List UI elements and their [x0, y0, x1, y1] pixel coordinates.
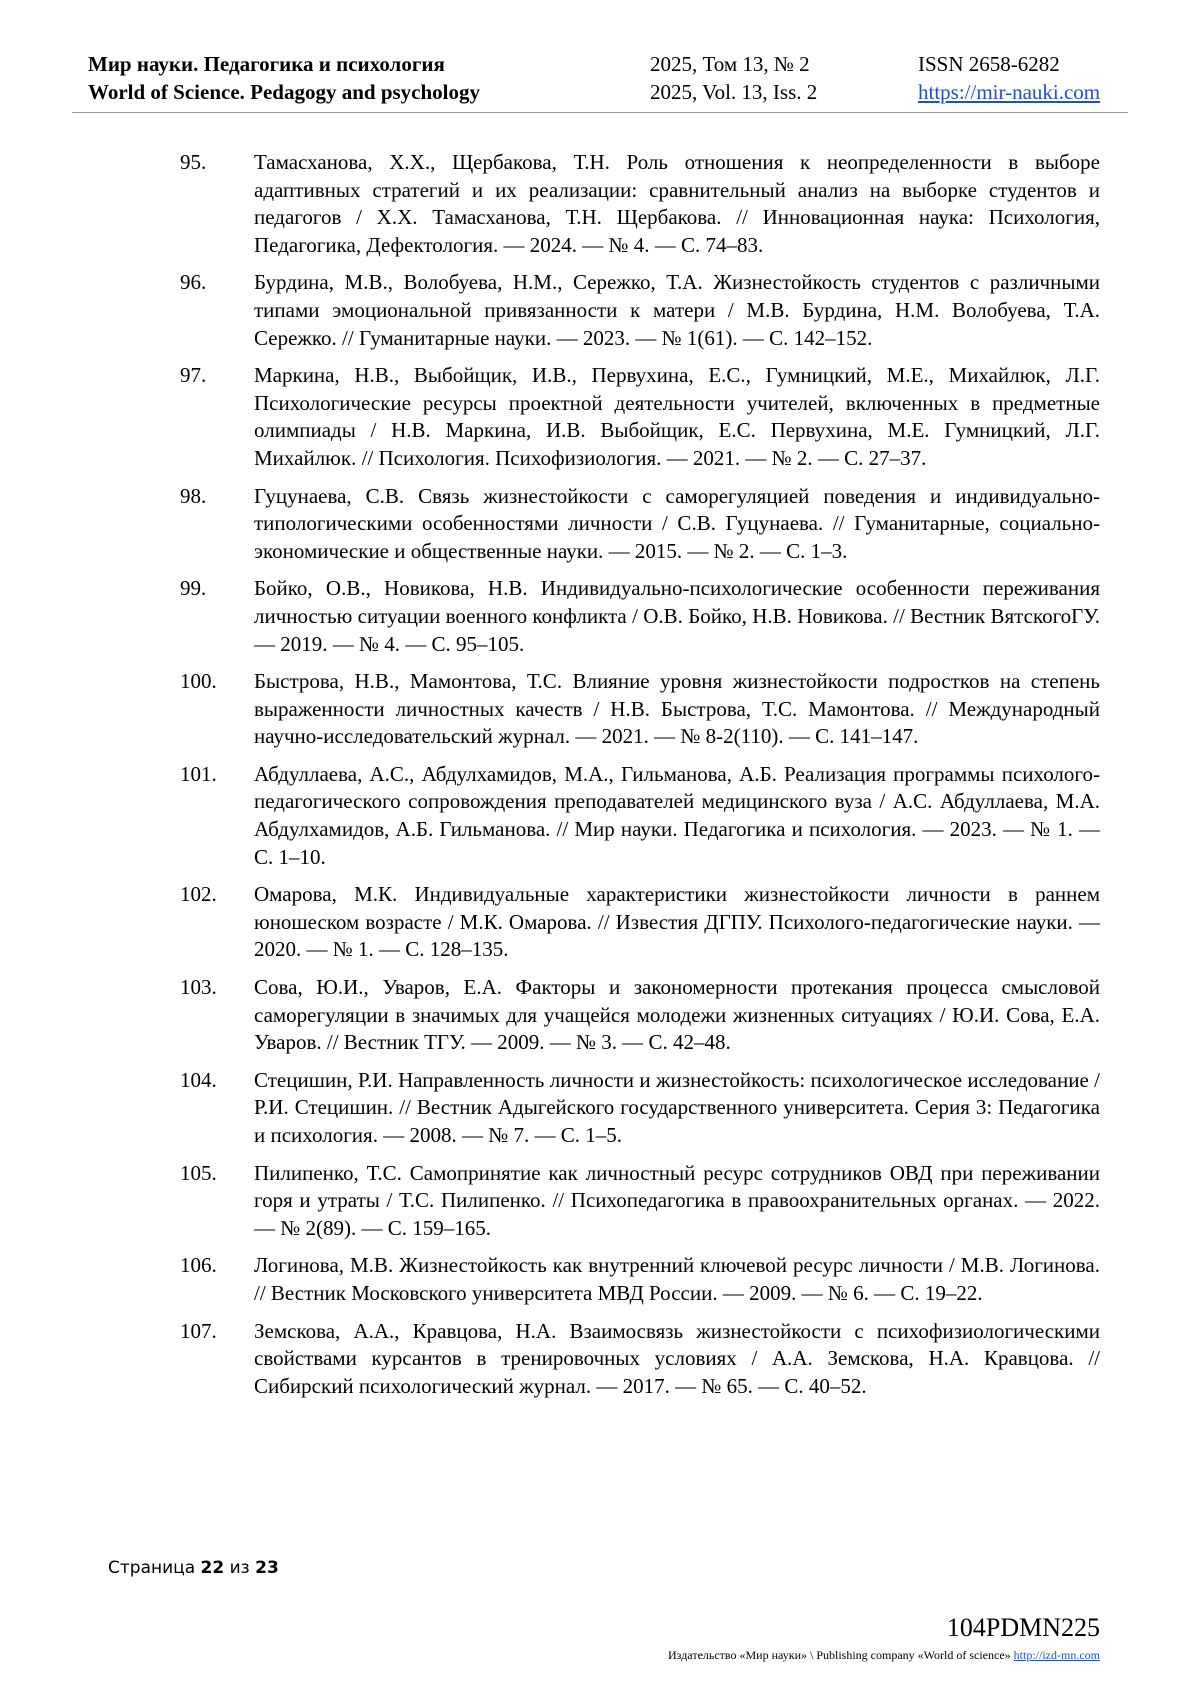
reference-item [180, 974, 1100, 1057]
reference-text: Бурдина, М.В., Волобуева, Н.М., Сережко, Т.А. Жизнестойкость студентов с различными типами эмоциональной привязанности к матери / М.В. Бурдина, Н.М. Волобуева, Т.А. Сережко. // Гуманитарные науки. — 2023. — № 1(61). — С. 142–152. [254, 270, 1100, 350]
reference-number: 106. [180, 1253, 217, 1278]
reference-item [180, 1160, 1100, 1243]
reference-item [180, 483, 1100, 566]
journal-title-en: World of Science. Pedagogy and psychology [88, 80, 481, 104]
header-row-en [88, 78, 1118, 106]
header-divider [72, 112, 1128, 113]
reference-number: 100. [180, 669, 217, 694]
reference-item [180, 668, 1100, 751]
reference-text: Пилипенко, Т.С. Самопринятие как личностный ресурс сотрудников ОВД при переживании горя и утраты / Т.С. Пилипенко. // Психопедагогика в правоохранительных органах. — 2022. — № 2(89). — С. 159–165. [254, 1160, 1100, 1240]
reference-item [180, 149, 1100, 259]
reference-number: 104. [180, 1067, 217, 1092]
reference-text: Бойко, О.В., Новикова, Н.В. Индивидуально-психологические особенности переживания личностью ситуации военного конфликта / О.В. Бойко, Н.В. Новикова. // Вестник ВятскогоГУ. — 2019. — № 4. — С. 95–105. [254, 576, 1100, 656]
reference-text: Маркина, Н.В., Выбойщик, И.В., Первухина, Е.С., Гумницкий, М.Е., Михайлюк, Л.Г. Психологические ресурсы проектной деятельности учителей, включенных в предметные олимпиады / Н.В. Маркина, И.В. Выбойщик, Е.С. Первухина, М.Е. Гумницкий, Л.Г. Михайлюк. // Психология. Психофизиология. — 2021. — № 2. — С. 27–37. [254, 363, 1100, 470]
reference-text: Абдуллаева, А.С., Абдулхамидов, М.А., Гильманова, А.Б. Реализация программы психолого-педагогического сопровождения преподавателей медицинского вуза / А.С. Абдуллаева, М.А. Абдулхамидов, А.Б. Гильманова. // Мир науки. Педагогика и психология. — 2023. — № 1. — С. 1–10. [254, 761, 1100, 869]
reference-text: Сова, Ю.И., Уваров, Е.А. Факторы и закономерности протекания процесса смысловой саморегуляции в значимых для учащейся молодежи жизненных ситуациях / Ю.И. Сова, Е.А. Уваров. // Вестник ТГУ. — 2009. — № 3. — С. 42–48. [254, 975, 1100, 1055]
issue-info-ru: 2025, Том 13, № 2 [650, 52, 810, 76]
reference-item [180, 1252, 1100, 1307]
publisher-line [668, 1648, 1100, 1663]
page-of: из [229, 1558, 250, 1578]
reference-number: 101. [180, 761, 217, 786]
reference-text: Земскова, А.А., Кравцова, Н.А. Взаимосвязь жизнестойкости с психофизиологическими свойствами курсантов в тренировочных условиях / А.А. Земскова, Н.А. Кравцова. // Сибирский психологический журнал. — 2017. — № 65. — С. 40–52. [254, 1318, 1100, 1398]
reference-text: Гуцунаева, С.В. Связь жизнестойкости с саморегуляцией поведения и индивидуально-типологическими особенностями личности / С.В. Гуцунаева. // Гуманитарные, социально-экономические и общественные науки. — 2015. — № 2. — С. 1–3. [254, 483, 1100, 563]
header-row-ru [88, 50, 1118, 78]
journal-title-ru: Мир науки. Педагогика и психология [88, 52, 445, 76]
reference-number: 96. [180, 270, 207, 295]
reference-text: Стецишин, Р.И. Направленность личности и жизнестойкость: психологическое исследование / Р.И. Стецишин. // Вестник Адыгейского государственного университета. Серия 3: Педагогика и психология. — 2008. — № 7. — С. 1–5. [254, 1067, 1100, 1147]
reference-item [180, 362, 1100, 472]
reference-item [180, 575, 1100, 658]
reference-number: 95. [180, 150, 207, 174]
page-counter [108, 1558, 279, 1578]
reference-text: Тамасханова, Х.Х., Щербакова, Т.Н. Роль отношения к неопределенности в выборе адаптивных стратегий и их реализации: сравнительный анализ на выборке студентов и педагогов / Х.Х. Тамасханова, Т.Н. Щербакова. // Инновационная наука: Психология, Педагогика, Дефектология. — 2024. — № 4. — С. 74–83. [254, 150, 1100, 257]
reference-number: 97. [180, 363, 207, 388]
reference-item [180, 761, 1100, 871]
reference-number: 102. [180, 882, 217, 907]
reference-item [180, 1318, 1100, 1401]
publisher-text: Издательство «Мир науки» \ Publishing company «World of science» [668, 1648, 1011, 1662]
page-total: 23 [255, 1558, 279, 1578]
issn: ISSN 2658-6282 [918, 52, 1060, 76]
reference-text: Быстрова, Н.В., Мамонтова, Т.С. Влияние уровня жизнестойкости подростков на степень выраженности личностных качеств / Н.В. Быстрова, Т.С. Мамонтова. // Международный научно-исследовательский журнал. — 2021. — № 8-2(110). — С. 141–147. [254, 669, 1100, 749]
reference-list [180, 149, 1100, 1410]
publisher-link[interactable]: http://izd-mn.com [1013, 1648, 1100, 1662]
reference-number: 107. [180, 1318, 217, 1343]
reference-number: 103. [180, 975, 217, 1000]
reference-text: Омарова, М.К. Индивидуальные характеристики жизнестойкости личности в раннем юношеском возрасте / М.К. Омарова. // Известия ДГПУ. Психолого-педагогические науки. — 2020. — № 1. — С. 128–135. [254, 882, 1100, 962]
page-prefix: Страница [108, 1558, 196, 1578]
issue-info-en: 2025, Vol. 13, Iss. 2 [650, 80, 818, 104]
reference-item [180, 881, 1100, 964]
reference-number: 105. [180, 1160, 217, 1185]
reference-item [180, 1067, 1100, 1150]
reference-number: 98. [180, 483, 207, 508]
page-current: 22 [200, 1558, 225, 1578]
page-header [88, 50, 1118, 106]
website-link[interactable]: https://mir-nauki.com [918, 80, 1101, 104]
article-code: 104PDMN225 [946, 1613, 1100, 1642]
reference-item [180, 269, 1100, 352]
reference-number: 99. [180, 576, 207, 601]
reference-text: Логинова, М.В. Жизнестойкость как внутренний ключевой ресурс личности / М.В. Логинова. // Вестник Московского университета МВД России. — 2009. — № 6. — С. 19–22. [254, 1253, 1100, 1305]
